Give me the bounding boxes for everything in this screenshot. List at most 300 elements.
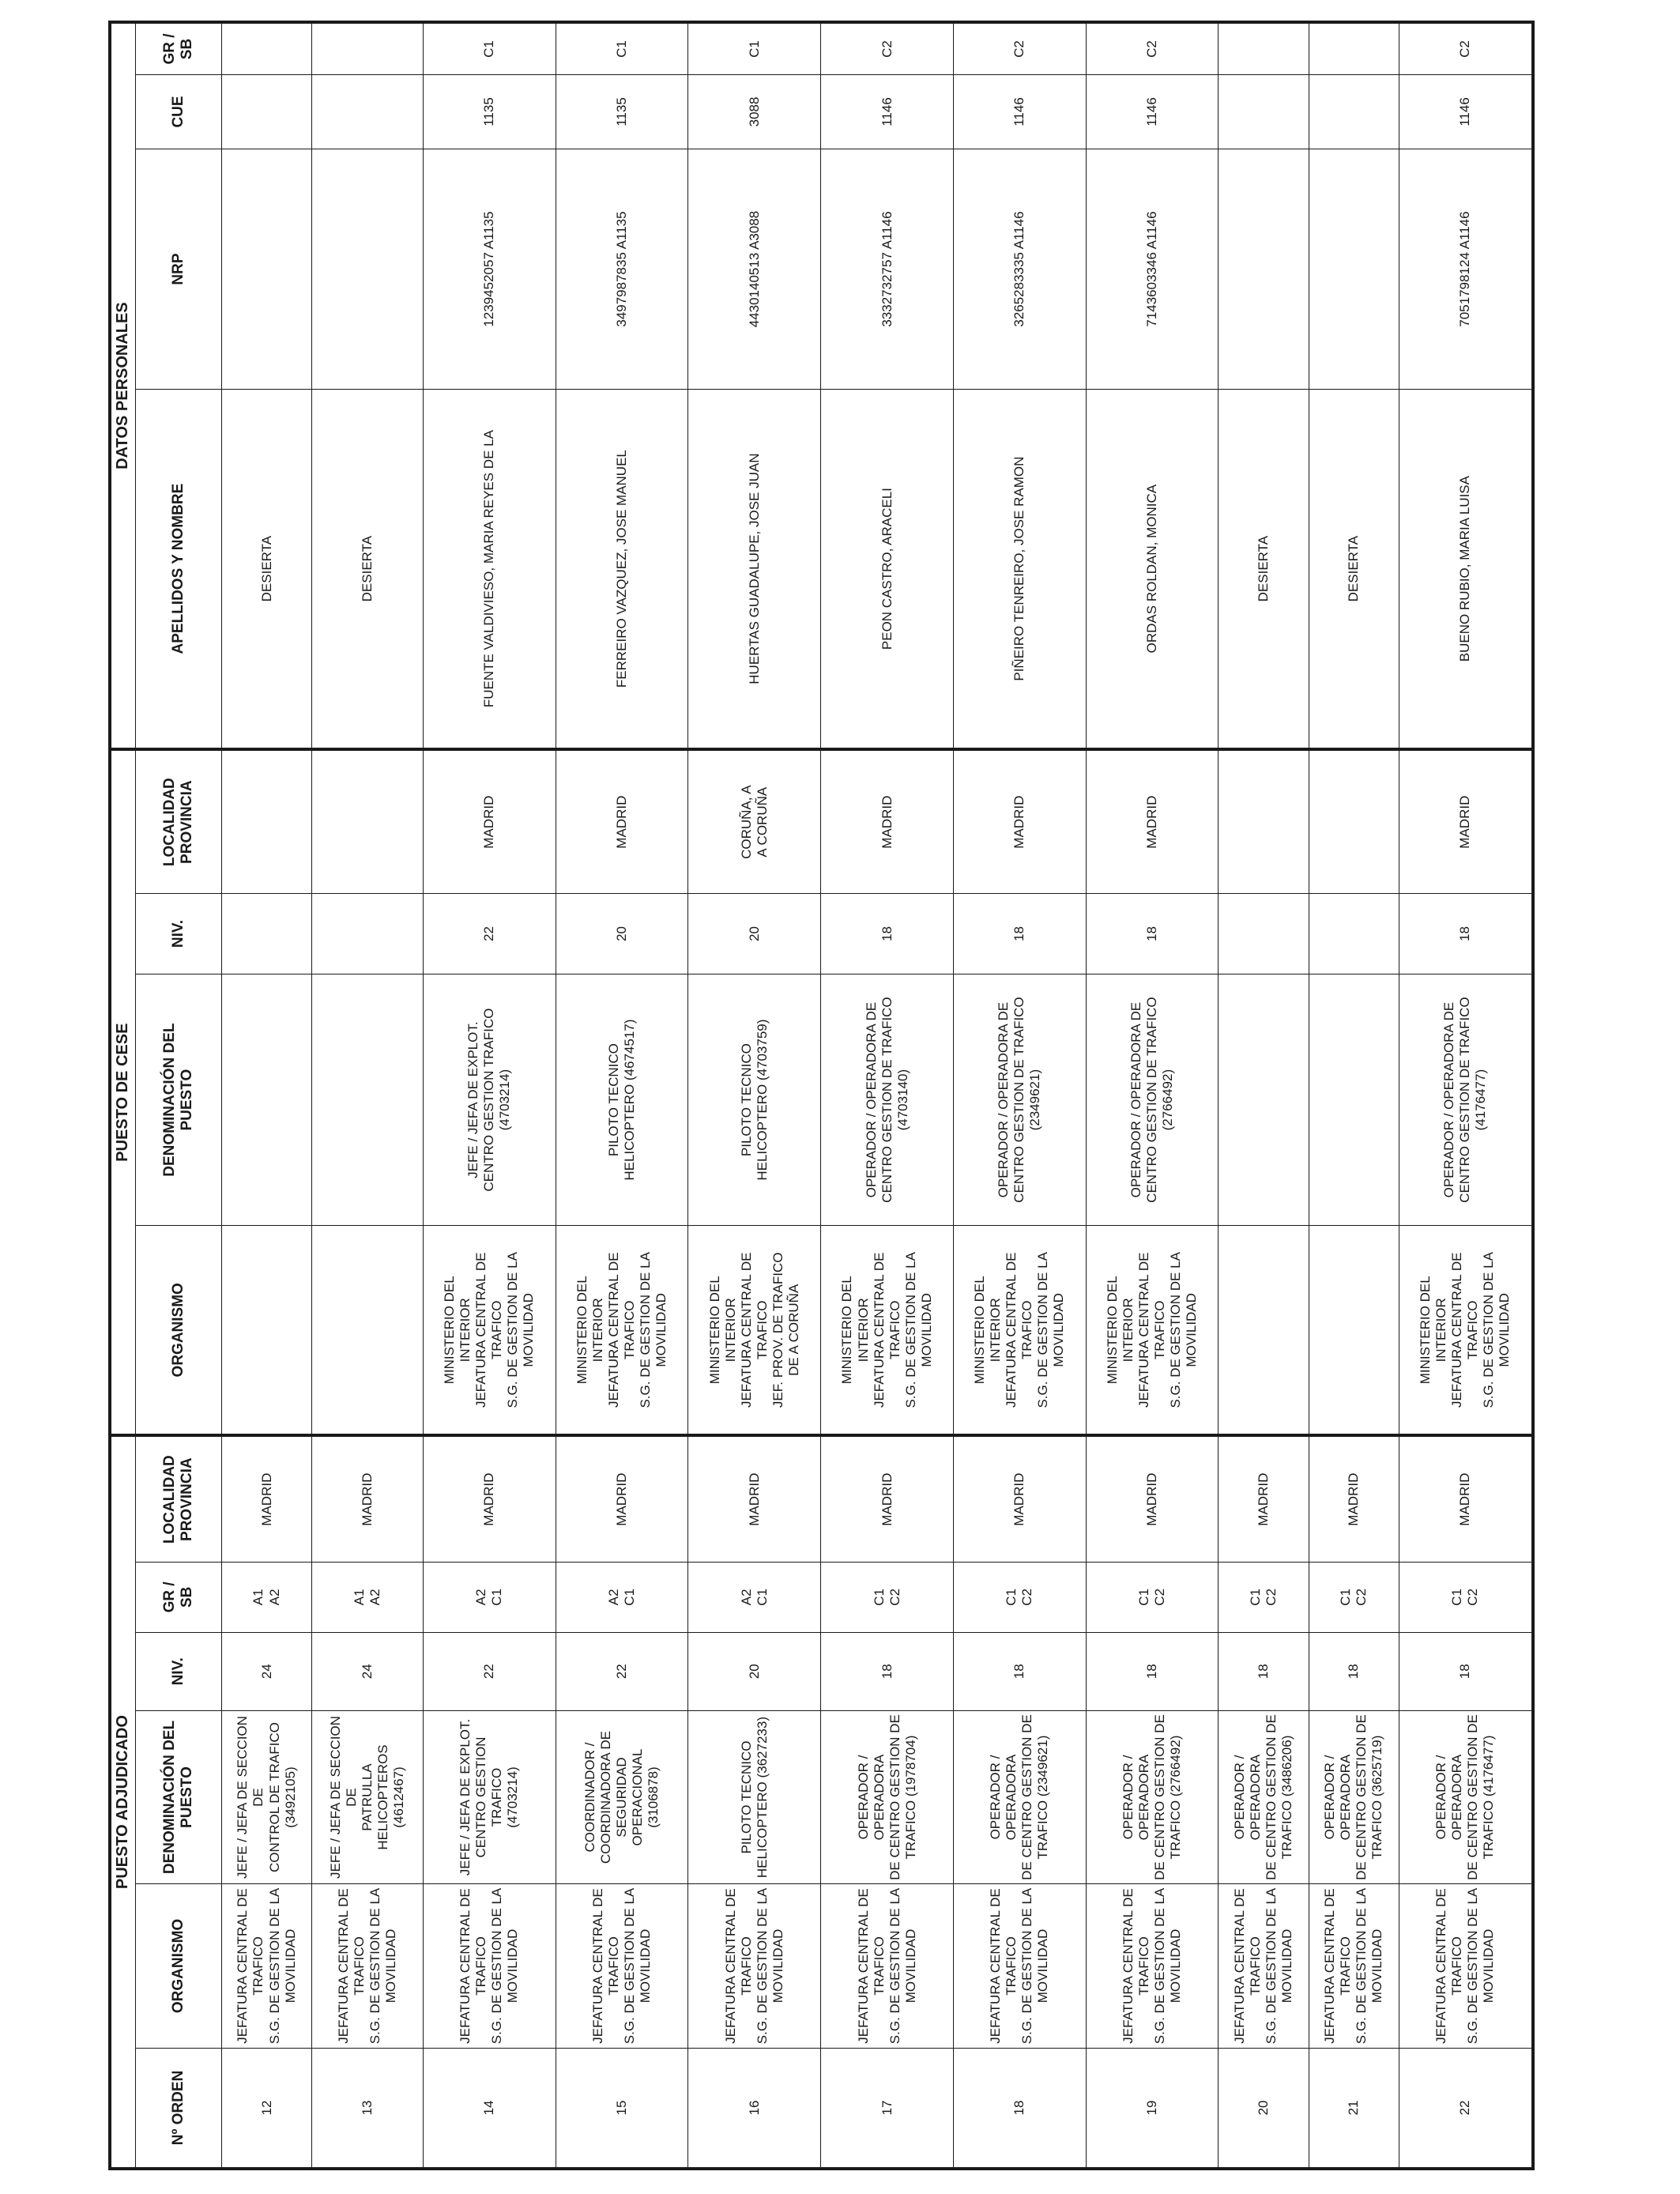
cell-nrp — [1309, 149, 1399, 389]
cell-localidad-cese-text: MADRID — [1457, 795, 1473, 849]
group-datos-personales: DATOS PERSONALES — [110, 22, 136, 749]
cell-niv-cese-text: 18 — [1457, 926, 1473, 941]
cell-denominacion-text: OPERADOR / OPERADORA DE CENTRO GESTION DE TRAFICO (1978704) — [855, 1714, 918, 1880]
cell-localidad — [222, 1435, 312, 1562]
cell-localidad-cese — [1399, 749, 1533, 894]
cell-grsb-personal — [312, 22, 424, 74]
cell-organismo-cese — [423, 1226, 556, 1435]
cell-nrp — [1219, 149, 1309, 389]
cell-denominacion-cese — [222, 974, 312, 1225]
col-header-niv-cese: NIV. — [136, 894, 222, 974]
cell-apellidos — [1309, 390, 1399, 750]
cell-organismo-cese — [953, 1226, 1086, 1435]
cell-denominacion — [312, 1711, 424, 1884]
cell-denominacion-cese — [1219, 974, 1309, 1225]
cell-orden — [821, 2048, 954, 2169]
cell-localidad-cese — [1086, 749, 1219, 894]
cell-denominacion — [953, 1711, 1086, 1884]
cell-organismo-text: JEFATURA CENTRAL DE TRAFICO S.G. DE GESTION DE LA MOVILIDAD — [1121, 1887, 1184, 2045]
cell-organismo — [1399, 1884, 1533, 2049]
cell-organismo-cese-text: MINISTERIO DEL INTERIOR JEFATURA CENTRAL DE TRAFICO S.G. DE GESTION DE LA MOVILIDAD — [1104, 1252, 1200, 1408]
cell-apellidos — [821, 390, 954, 750]
cell-apellidos — [222, 390, 312, 750]
table-row — [1399, 22, 1533, 2169]
cell-nrp — [1399, 149, 1533, 389]
cell-denominacion — [1399, 1711, 1533, 1884]
col-header-grsb-personal: GR / SB — [136, 22, 222, 74]
cell-grsb-text: C1 C2 — [1449, 1588, 1481, 1606]
cell-niv-cese — [1219, 894, 1309, 974]
cell-orden — [423, 2048, 556, 2169]
cell-cue — [1399, 74, 1533, 149]
cell-niv-cese — [821, 894, 954, 974]
cell-niv — [1219, 1632, 1309, 1711]
cell-organismo — [1309, 1884, 1399, 2049]
cell-localidad — [1309, 1435, 1399, 1562]
cell-localidad — [312, 1435, 424, 1562]
cell-niv-cese-text: 18 — [879, 926, 895, 941]
cell-apellidos-text: PEON CASTRO, ARACELI — [879, 488, 895, 650]
cell-organismo-text: JEFATURA CENTRAL DE TRAFICO S.G. DE GESTION DE LA MOVILIDAD — [1321, 1887, 1385, 2045]
cell-niv — [1309, 1632, 1399, 1711]
cell-niv-cese-text: 18 — [1144, 926, 1160, 941]
cell-denominacion — [222, 1711, 312, 1884]
col-header-localidad: LOCALIDAD PROVINCIA — [136, 1435, 222, 1562]
cell-orden-text: 22 — [1457, 2100, 1473, 2116]
cell-orden-text: 18 — [1011, 2100, 1027, 2116]
cell-orden — [1309, 2048, 1399, 2169]
cell-niv-text: 18 — [1144, 1664, 1160, 1679]
cell-grsb-personal — [222, 22, 312, 74]
col-header-organismo: ORGANISMO — [136, 1884, 222, 2049]
cell-organismo-text: JEFATURA CENTRAL DE TRAFICO S.G. DE GESTION DE LA MOVILIDAD — [1231, 1887, 1295, 2045]
cell-apellidos-text: DESIERTA — [258, 535, 274, 602]
cell-niv-cese-text: 20 — [614, 926, 630, 941]
cell-organismo-text: JEFATURA CENTRAL DE TRAFICO S.G. DE GESTION DE LA MOVILIDAD — [335, 1887, 399, 2045]
table-row — [1309, 22, 1399, 2169]
adjudicaciones-table — [108, 21, 1535, 2170]
cell-apellidos-text: DESIERTA — [1255, 535, 1271, 602]
cell-nrp — [1086, 149, 1219, 389]
cell-organismo-cese-text: MINISTERIO DEL INTERIOR JEFATURA CENTRAL DE TRAFICO S.G. DE GESTION DE LA MOVILIDAD — [972, 1252, 1067, 1408]
col-header-localidad-cese: LOCALIDAD PROVINCIA — [136, 749, 222, 894]
cell-denominacion-cese — [953, 974, 1086, 1225]
cell-localidad-cese — [556, 749, 688, 894]
cell-grsb — [688, 1563, 821, 1632]
col-header-nrp: NRP — [136, 149, 222, 389]
cell-nrp — [821, 149, 954, 389]
cell-organismo-cese — [1086, 1226, 1219, 1435]
cell-organismo — [1086, 1884, 1219, 2049]
cell-organismo-cese — [1309, 1226, 1399, 1435]
cell-organismo-cese — [821, 1226, 954, 1435]
cell-grsb-text: A1 A2 — [351, 1589, 383, 1606]
col-header-orden: Nº ORDEN — [136, 2048, 222, 2169]
cell-nrp-text: 4430140513 A3088 — [746, 210, 762, 328]
cell-organismo — [953, 1884, 1086, 2049]
cell-localidad — [1219, 1435, 1309, 1562]
cell-denominacion — [1219, 1711, 1309, 1884]
cell-cue-text: 1146 — [1011, 97, 1027, 126]
cell-denominacion-cese — [688, 974, 821, 1225]
cell-denominacion-cese-text: OPERADOR / OPERADORA DE CENTRO GESTION DE TRAFICO (2349621) — [996, 997, 1043, 1203]
cell-orden — [222, 2048, 312, 2169]
cell-organismo — [556, 1884, 688, 2049]
cell-niv-cese — [953, 894, 1086, 974]
cell-localidad — [688, 1435, 821, 1562]
cell-denominacion — [423, 1711, 556, 1884]
cell-apellidos-text: DESIERTA — [359, 535, 375, 602]
cell-localidad-cese-text: MADRID — [481, 795, 497, 849]
cell-denominacion-cese-text: OPERADOR / OPERADORA DE CENTRO GESTION DE TRAFICO (4176477) — [1441, 997, 1489, 1203]
cell-localidad-text: MADRID — [359, 1472, 375, 1526]
cell-cue-text: 1146 — [879, 97, 895, 126]
cell-orden-text: 12 — [258, 2100, 274, 2116]
cell-grsb-personal-text: C2 — [879, 40, 895, 58]
cell-localidad-cese-text: MADRID — [1144, 795, 1160, 849]
cell-apellidos-text: HUERTAS GUADALUPE, JOSE JUAN — [746, 453, 762, 684]
cell-localidad-cese-text: MADRID — [614, 795, 630, 849]
cell-apellidos-text: FUENTE VALDIVIESO, MARIA REYES DE LA — [481, 430, 497, 708]
table-row — [688, 22, 821, 2169]
cell-apellidos — [688, 390, 821, 750]
cell-grsb-text: C1 C2 — [1136, 1588, 1168, 1606]
cell-grsb — [1086, 1563, 1219, 1632]
cell-localidad — [1086, 1435, 1219, 1562]
cell-niv-cese — [1309, 894, 1399, 974]
cell-localidad-cese — [312, 749, 424, 894]
group-header-row — [110, 22, 136, 2169]
table-row — [821, 22, 954, 2169]
table-body — [222, 22, 1534, 2169]
cell-niv — [821, 1632, 954, 1711]
cell-niv — [1399, 1632, 1533, 1711]
cell-organismo — [312, 1884, 424, 2049]
cell-denominacion-cese-text: PILOTO TECNICO HELICOPTERO (4674517) — [606, 1019, 638, 1181]
cell-denominacion-cese-text: OPERADOR / OPERADORA DE CENTRO GESTION DE TRAFICO (4703140) — [863, 997, 910, 1203]
cell-niv-text: 22 — [481, 1664, 497, 1679]
cell-organismo-cese-text: MINISTERIO DEL INTERIOR JEFATURA CENTRAL DE TRAFICO S.G. DE GESTION DE LA MOVILIDAD — [1418, 1252, 1512, 1408]
cell-apellidos — [1219, 390, 1309, 750]
cell-organismo-text: JEFATURA CENTRAL DE TRAFICO S.G. DE GESTION DE LA MOVILIDAD — [590, 1887, 654, 2045]
cell-denominacion-text: OPERADOR / OPERADORA DE CENTRO GESTION DE TRAFICO (2349621) — [988, 1714, 1051, 1880]
cell-orden-text: 15 — [614, 2100, 630, 2116]
cell-apellidos-text: PIÑEIRO TENREIRO, JOSE RAMON — [1011, 456, 1027, 681]
cell-apellidos-text: FERREIRO VAZQUEZ, JOSE MANUEL — [614, 450, 630, 688]
cell-nrp-text: 7143603346 A1146 — [1144, 211, 1160, 327]
cell-grsb-personal — [1399, 22, 1533, 74]
cell-niv — [312, 1632, 424, 1711]
cell-localidad — [556, 1435, 688, 1562]
cell-grsb-personal — [821, 22, 954, 74]
cell-grsb-personal-text: C2 — [1144, 40, 1160, 58]
table-row — [556, 22, 688, 2169]
cell-denominacion-cese — [1399, 974, 1533, 1225]
cell-apellidos — [556, 390, 688, 750]
cell-cue-text: 1135 — [614, 97, 630, 126]
cell-organismo-cese — [1399, 1226, 1533, 1435]
cell-nrp — [556, 149, 688, 389]
cell-niv-text: 24 — [258, 1664, 274, 1679]
cell-denominacion-cese — [423, 974, 556, 1225]
cell-denominacion-text: JEFE / JEFA DE SECCION DE PATRULLA HELICOPTEROS (4612467) — [327, 1716, 407, 1879]
cell-denominacion-text: OPERADOR / OPERADORA DE CENTRO GESTION DE TRAFICO (3625719) — [1321, 1714, 1385, 1880]
table-row — [953, 22, 1086, 2169]
cell-denominacion-cese — [556, 974, 688, 1225]
cell-denominacion — [688, 1711, 821, 1884]
cell-niv-text: 22 — [614, 1664, 630, 1679]
cell-localidad-text: MADRID — [1457, 1472, 1473, 1526]
cell-niv-cese — [688, 894, 821, 974]
cell-denominacion — [556, 1711, 688, 1884]
cell-orden-text: 20 — [1255, 2100, 1271, 2116]
cell-niv-text: 18 — [879, 1664, 895, 1679]
cell-organismo-text: JEFATURA CENTRAL DE TRAFICO S.G. DE GESTION DE LA MOVILIDAD — [988, 1887, 1051, 2045]
cell-apellidos — [1086, 390, 1219, 750]
cell-denominacion — [821, 1711, 954, 1884]
cell-localidad-text: MADRID — [1011, 1472, 1027, 1526]
cell-localidad-cese — [688, 749, 821, 894]
cell-grsb-personal — [688, 22, 821, 74]
cell-localidad-cese — [1219, 749, 1309, 894]
cell-denominacion-text: OPERADOR / OPERADORA DE CENTRO GESTION DE TRAFICO (2766492) — [1121, 1714, 1184, 1880]
cell-localidad — [953, 1435, 1086, 1562]
col-header-organismo-cese: ORGANISMO — [136, 1226, 222, 1435]
cell-nrp — [222, 149, 312, 389]
cell-organismo-cese — [688, 1226, 821, 1435]
cell-orden-text: 13 — [359, 2100, 375, 2116]
cell-nrp — [423, 149, 556, 389]
cell-apellidos-text: DESIERTA — [1346, 535, 1362, 602]
cell-grsb-personal — [423, 22, 556, 74]
cell-apellidos — [312, 390, 424, 750]
cell-niv-cese — [222, 894, 312, 974]
cell-niv-text: 18 — [1255, 1664, 1271, 1679]
cell-organismo-cese-text: MINISTERIO DEL INTERIOR JEFATURA CENTRAL DE TRAFICO S.G. DE GESTION DE LA MOVILIDAD — [574, 1252, 669, 1408]
cell-cue — [222, 74, 312, 149]
cell-denominacion-cese-text: JEFE / JEFA DE EXPLOT. CENTRO GESTION TRAFICO (4703214) — [465, 1008, 513, 1192]
cell-cue-text: 1135 — [481, 97, 497, 126]
cell-organismo — [222, 1884, 312, 2049]
cell-cue — [953, 74, 1086, 149]
cell-grsb-personal — [953, 22, 1086, 74]
cell-nrp-text: 3497987835 A1135 — [614, 211, 630, 327]
cell-cue-text: 1146 — [1457, 97, 1473, 126]
cell-orden-text: 16 — [746, 2100, 762, 2116]
cell-localidad-text: MADRID — [1255, 1472, 1271, 1526]
cell-grsb — [423, 1563, 556, 1632]
cell-grsb-personal-text: C2 — [1011, 40, 1027, 58]
cell-nrp — [312, 149, 424, 389]
cell-denominacion-cese-text: PILOTO TECNICO HELICOPTERO (4703759) — [738, 1019, 770, 1181]
cell-grsb-personal — [1309, 22, 1399, 74]
cell-cue — [423, 74, 556, 149]
group-puesto-cese: PUESTO DE CESE — [110, 749, 136, 1435]
cell-niv-text: 18 — [1011, 1664, 1027, 1679]
cell-niv — [423, 1632, 556, 1711]
cell-niv-text: 18 — [1346, 1664, 1362, 1679]
cell-niv — [1086, 1632, 1219, 1711]
cell-grsb-text: A2 C1 — [473, 1588, 505, 1606]
cell-grsb-personal-text: C1 — [614, 40, 630, 58]
cell-grsb — [222, 1563, 312, 1632]
cell-organismo — [1219, 1884, 1309, 2049]
cell-organismo-text: JEFATURA CENTRAL DE TRAFICO S.G. DE GESTION DE LA MOVILIDAD — [458, 1887, 521, 2045]
cell-niv-text: 24 — [359, 1664, 375, 1679]
cell-localidad-text: MADRID — [258, 1472, 274, 1526]
cell-cue — [556, 74, 688, 149]
cell-apellidos-text: ORDAS ROLDAN, MONICA — [1144, 484, 1160, 654]
cell-organismo-cese — [1219, 1226, 1309, 1435]
cell-grsb-personal — [556, 22, 688, 74]
cell-niv-cese-text: 20 — [746, 926, 762, 941]
group-puesto-adjudicado: PUESTO ADJUDICADO — [110, 1435, 136, 2169]
cell-niv-cese — [312, 894, 424, 974]
cell-localidad-cese-text: MADRID — [1011, 795, 1027, 849]
cell-grsb-personal-text: C1 — [481, 40, 497, 58]
cell-orden — [312, 2048, 424, 2169]
cell-denominacion-cese — [1086, 974, 1219, 1225]
cell-grsb-text: A2 C1 — [738, 1588, 770, 1606]
table-row — [423, 22, 556, 2169]
cell-orden — [688, 2048, 821, 2169]
cell-grsb-text: C1 C2 — [871, 1588, 902, 1606]
table-row — [222, 22, 312, 2169]
cell-orden-text: 21 — [1346, 2100, 1362, 2116]
cell-grsb — [1309, 1563, 1399, 1632]
cell-localidad-cese — [1309, 749, 1399, 894]
cell-grsb-text: C1 C2 — [1338, 1588, 1369, 1606]
cell-localidad-text: MADRID — [614, 1472, 630, 1526]
cell-cue — [1309, 74, 1399, 149]
cell-niv-cese-text: 18 — [1011, 926, 1027, 941]
cell-localidad-text: MADRID — [746, 1472, 762, 1526]
cell-grsb-text: C1 C2 — [1247, 1588, 1279, 1606]
cell-grsb-text: C1 C2 — [1004, 1588, 1035, 1606]
cell-nrp — [688, 149, 821, 389]
cell-niv-cese — [423, 894, 556, 974]
cell-localidad — [423, 1435, 556, 1562]
cell-localidad-cese-text: MADRID — [879, 795, 895, 849]
cell-nrp-text: 3332732757 A1146 — [879, 211, 895, 327]
cell-grsb — [1399, 1563, 1533, 1632]
col-header-grsb: GR / SB — [136, 1563, 222, 1632]
cell-localidad — [821, 1435, 954, 1562]
cell-denominacion-text: JEFE / JEFA DE EXPLOT. CENTRO GESTION TRAFICO (4703214) — [458, 1718, 521, 1876]
cell-orden — [556, 2048, 688, 2169]
cell-apellidos-text: BUENO RUBIO, MARIA LUISA — [1457, 476, 1473, 662]
cell-grsb-personal — [1219, 22, 1309, 74]
cell-niv-text: 18 — [1457, 1664, 1473, 1679]
cell-localidad — [1399, 1435, 1533, 1562]
cell-cue-text: 3088 — [746, 96, 762, 127]
cell-organismo-cese — [312, 1226, 424, 1435]
cell-denominacion-cese-text: OPERADOR / OPERADORA DE CENTRO GESTION DE TRAFICO (2766492) — [1128, 997, 1176, 1203]
cell-organismo-text: JEFATURA CENTRAL DE TRAFICO S.G. DE GESTION DE LA MOVILIDAD — [235, 1887, 298, 2045]
cell-cue — [821, 74, 954, 149]
cell-nrp-text: 7051798124 A1146 — [1457, 211, 1473, 327]
table-row — [312, 22, 424, 2169]
cell-niv — [222, 1632, 312, 1711]
cell-cue — [688, 74, 821, 149]
cell-nrp — [953, 149, 1086, 389]
cell-localidad-text: MADRID — [1144, 1472, 1160, 1526]
cell-organismo-cese — [222, 1226, 312, 1435]
cell-grsb-text: A1 A2 — [250, 1589, 282, 1606]
cell-grsb-personal-text: C2 — [1457, 40, 1473, 58]
cell-denominacion-cese — [1309, 974, 1399, 1225]
table-row — [1219, 22, 1309, 2169]
cell-localidad-cese — [821, 749, 954, 894]
cell-grsb-personal-text: C1 — [746, 40, 762, 58]
cell-cue — [1219, 74, 1309, 149]
cell-denominacion-text: OPERADOR / OPERADORA DE CENTRO GESTION DE TRAFICO (4176477) — [1433, 1714, 1497, 1880]
cell-denominacion-text: JEFE / JEFA DE SECCION DE CONTROL DE TRAFICO (3492105) — [235, 1716, 298, 1879]
cell-cue-text: 1146 — [1144, 97, 1160, 126]
cell-organismo-cese-text: MINISTERIO DEL INTERIOR JEFATURA CENTRAL DE TRAFICO S.G. DE GESTION DE LA MOVILIDAD — [442, 1252, 537, 1408]
cell-grsb-personal — [1086, 22, 1219, 74]
cell-apellidos — [953, 390, 1086, 750]
cell-grsb — [953, 1563, 1086, 1632]
col-header-niv: NIV. — [136, 1632, 222, 1711]
cell-grsb — [312, 1563, 424, 1632]
cell-denominacion-text: COORDINADOR / COORDINADORA DE SEGURIDAD OPERACIONAL (3106878) — [582, 1730, 661, 1864]
cell-denominacion-text: OPERADOR / OPERADORA DE CENTRO GESTION DE TRAFICO (3486206) — [1231, 1714, 1295, 1880]
cell-apellidos — [1399, 390, 1533, 750]
cell-orden-text: 19 — [1144, 2100, 1160, 2116]
cell-orden — [1086, 2048, 1219, 2169]
cell-organismo — [423, 1884, 556, 2049]
cell-localidad-text: MADRID — [1346, 1472, 1362, 1526]
cell-niv-cese-text: 22 — [481, 926, 497, 941]
col-header-denominacion: DENOMINACIÓN DEL PUESTO — [136, 1711, 222, 1884]
cell-localidad-text: MADRID — [879, 1472, 895, 1526]
cell-denominacion — [1086, 1711, 1219, 1884]
cell-orden — [1399, 2048, 1533, 2169]
column-header-row — [136, 22, 222, 2169]
cell-apellidos — [423, 390, 556, 750]
cell-localidad-cese-text: CORUÑA, A A CORUÑA — [738, 785, 770, 859]
cell-nrp-text: 3265283335 A1146 — [1011, 211, 1027, 327]
cell-organismo — [821, 1884, 954, 2049]
cell-localidad-cese — [423, 749, 556, 894]
cell-grsb — [1219, 1563, 1309, 1632]
cell-organismo-cese-text: MINISTERIO DEL INTERIOR JEFATURA CENTRAL DE TRAFICO JEF. PROV. DE TRAFICO DE A CORUÑA — [706, 1252, 801, 1408]
cell-orden-text: 14 — [481, 2100, 497, 2116]
cell-orden — [1219, 2048, 1309, 2169]
cell-denominacion — [1309, 1711, 1399, 1884]
cell-denominacion-text: PILOTO TECNICO HELICOPTERO (3627233) — [738, 1717, 770, 1879]
cell-localidad-cese — [953, 749, 1086, 894]
cell-organismo — [688, 1884, 821, 2049]
cell-niv — [556, 1632, 688, 1711]
cell-organismo-text: JEFATURA CENTRAL DE TRAFICO S.G. DE GESTION DE LA MOVILIDAD — [722, 1887, 785, 2045]
cell-denominacion-cese — [312, 974, 424, 1225]
cell-niv-cese — [556, 894, 688, 974]
cell-nrp-text: 1239452057 A1135 — [481, 211, 497, 327]
table-row — [1086, 22, 1219, 2169]
cell-organismo-cese-text: MINISTERIO DEL INTERIOR JEFATURA CENTRAL DE TRAFICO S.G. DE GESTION DE LA MOVILIDAD — [839, 1252, 934, 1408]
cell-orden — [953, 2048, 1086, 2169]
cell-grsb — [821, 1563, 954, 1632]
cell-niv-cese — [1399, 894, 1533, 974]
col-header-apellidos: APELLIDOS Y NOMBRE — [136, 390, 222, 750]
cell-niv-cese — [1086, 894, 1219, 974]
col-header-denominacion-cese: DENOMINACIÓN DEL PUESTO — [136, 974, 222, 1225]
cell-denominacion-cese — [821, 974, 954, 1225]
cell-grsb-text: A2 C1 — [606, 1588, 638, 1606]
cell-localidad-text: MADRID — [481, 1472, 497, 1526]
